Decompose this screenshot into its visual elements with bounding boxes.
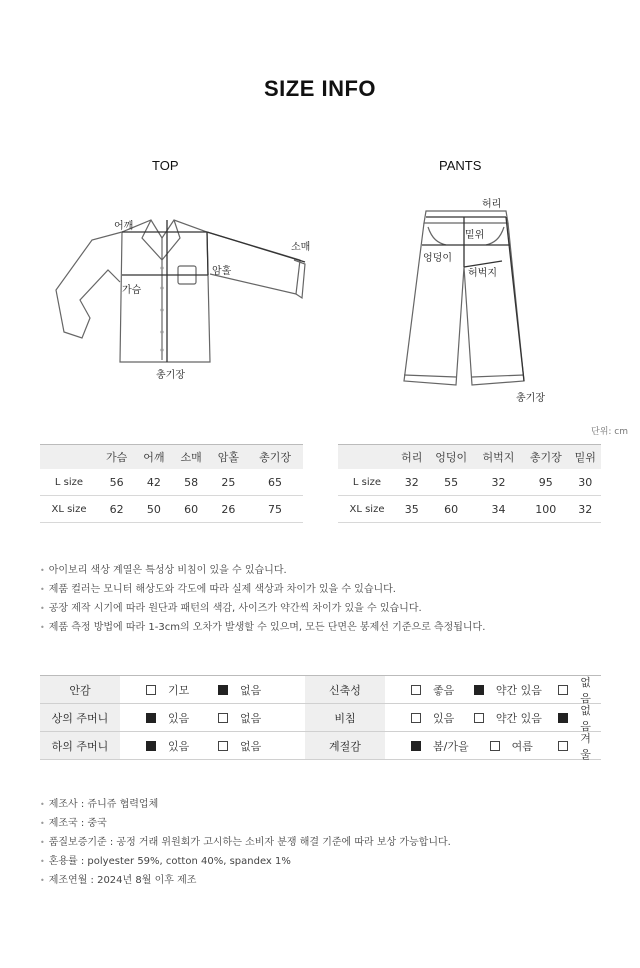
chest-label: 가슴 [122,285,142,296]
table-cell: 26 [210,496,247,523]
header-cell [338,445,396,470]
product-info-list [40,795,451,890]
option-yes: 있음 [146,738,218,754]
checkbox-checked-icon [558,713,568,723]
property-row [40,732,601,760]
checkbox-empty-icon [146,685,156,695]
table-cell: 55 [428,469,475,496]
table-cell: 65 [247,469,303,496]
note-item: • 제품 측정 방법에 따라 1-3cm의 오차가 발생할 수 있으며, 모든 단면은 봉제선 기준으로 측정됩니다. [40,618,485,637]
header-cell: 허리 [396,445,428,470]
hip-label: 엉덩이 [423,253,452,264]
shoulder-label: 어깨 [114,221,134,232]
property-label: 계절감 [305,732,385,760]
option-none: 없음 [218,682,261,698]
option-slight: 약간 있음 [474,682,559,698]
property-label: 하의 주머니 [40,732,120,760]
info-item: • 품질보증기준 : 공정 거래 위원회가 고시하는 소비자 분쟁 해결 기준에 따라 보상 가능합니다. [40,833,451,852]
option-none: 없음 [558,674,601,706]
checkbox-empty-icon [411,713,421,723]
table-header-row [40,445,303,470]
table-cell: 30 [569,469,601,496]
sleeve-label: 소매 [291,242,311,253]
top-size-table [40,444,303,523]
header-cell [40,445,98,470]
table-row [338,496,601,523]
property-label: 신축성 [305,676,385,704]
property-label: 비침 [305,704,385,732]
info-item: • 제조국 : 중국 [40,814,451,833]
shirt-diagram [50,210,320,370]
header-cell: 밑위 [569,445,601,470]
table-cell: 32 [396,469,428,496]
option-slight: 약간 있음 [474,710,559,726]
checkbox-empty-icon [411,685,421,695]
row-header: XL size [40,496,98,523]
header-cell: 어깨 [135,445,172,470]
table-header-row [338,445,601,470]
table-row [40,469,303,496]
unit-label: 단위: cm [591,427,628,437]
page-title: SIZE INFO [263,76,377,101]
checkbox-empty-icon [558,741,568,751]
table-cell: 25 [210,469,247,496]
property-label: 상의 주머니 [40,704,120,732]
rise-label: 밑위 [465,230,485,241]
checkbox-checked-icon [146,741,156,751]
option-fleece: 기모 [146,682,218,698]
table-row [338,469,601,496]
option-none: 없음 [218,710,261,726]
info-item: • 제조사 : 쥬니쥬 협력업체 [40,795,451,814]
table-cell: 42 [135,469,172,496]
thigh-label: 허벅지 [468,268,497,279]
option-none: 없음 [558,702,601,734]
checkbox-empty-icon [218,713,228,723]
top-length-label: 총기장 [156,370,185,381]
waist-label: 허리 [482,199,502,210]
checkbox-checked-icon [474,685,484,695]
armhole-label: 암홀 [212,266,232,277]
header-cell: 엉덩이 [428,445,475,470]
pants-heading: PANTS [439,158,482,173]
pants-size-table [338,444,601,523]
table-cell: 62 [98,496,135,523]
table-cell: 100 [522,496,569,523]
note-item: • 제품 컬러는 모니터 해상도와 각도에 따라 실제 색상과 차이가 있을 수 있습니다. [40,580,485,599]
row-header: L size [338,469,396,496]
table-cell: 32 [475,469,522,496]
property-row [40,676,601,704]
row-header: XL size [338,496,396,523]
header-cell: 허벅지 [475,445,522,470]
header-cell: 총기장 [522,445,569,470]
option-yes: 있음 [411,710,474,726]
info-item: • 제조연월 : 2024년 8월 이후 제조 [40,871,451,890]
checkbox-checked-icon [218,685,228,695]
table-cell: 60 [428,496,475,523]
table-row [40,496,303,523]
option-none: 없음 [218,738,261,754]
checkbox-empty-icon [490,741,500,751]
header-cell: 암홀 [210,445,247,470]
note-item: • 아이보리 색상 계열은 특성상 비침이 있을 수 있습니다. [40,561,485,580]
table-cell: 32 [569,496,601,523]
header-cell: 가슴 [98,445,135,470]
option-winter: 겨울 [558,730,601,762]
header-cell: 총기장 [247,445,303,470]
table-cell: 35 [396,496,428,523]
table-cell: 34 [475,496,522,523]
table-cell: 75 [247,496,303,523]
table-cell: 95 [522,469,569,496]
checkbox-checked-icon [411,741,421,751]
checkbox-empty-icon [474,713,484,723]
note-item: • 공장 제작 시기에 따라 원단과 패턴의 색감, 사이즈가 약간씩 차이가 있을 수 있습니다. [40,599,485,618]
property-row [40,704,601,732]
table-cell: 56 [98,469,135,496]
checkbox-checked-icon [146,713,156,723]
header-cell: 소매 [173,445,210,470]
table-cell: 58 [173,469,210,496]
pants-length-label: 총기장 [516,393,545,404]
option-summer: 여름 [490,738,559,754]
table-cell: 60 [173,496,210,523]
property-label: 안감 [40,676,120,704]
notes-list [40,561,485,637]
row-header: L size [40,469,98,496]
properties-table [40,675,601,760]
option-spring-fall: 봄/가을 [411,738,490,754]
checkbox-empty-icon [558,685,568,695]
option-good: 좋음 [411,682,474,698]
checkbox-empty-icon [218,741,228,751]
top-heading: TOP [152,158,179,173]
option-yes: 있음 [146,710,218,726]
table-cell: 50 [135,496,172,523]
info-item: • 혼용률 : polyester 59%, cotton 40%, spandex 1% [40,852,451,871]
